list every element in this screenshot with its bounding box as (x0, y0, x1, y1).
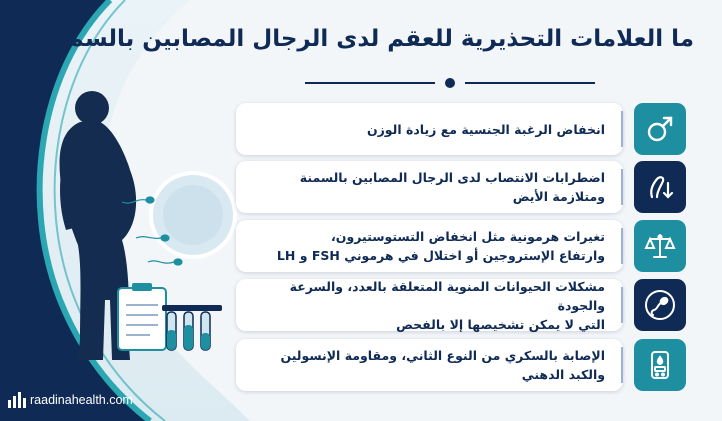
logo-url: raadinahealth.com (30, 393, 133, 407)
brand-logo[interactable] (8, 387, 158, 413)
balance-scale-icon (634, 220, 686, 272)
logo-mark-icon (8, 392, 26, 408)
warning-text: انخفاض الرغبة الجنسية مع زيادة الوزن (366, 121, 605, 137)
page-title: ما العلامات التحذيرية للعقم لدى الرجال المصابين بالسمنة ؟ (24, 26, 694, 52)
warning-text-line-2: وارتفاع الإستروجين أو اختلال في هرموني FSH و LH (276, 248, 605, 263)
illustration-panel (0, 0, 250, 421)
warning-text-line-1: تغيرات هرمونية مثل انخفاض التستوستيرون، (331, 229, 605, 244)
warning-item-5 (236, 339, 696, 391)
warning-item-2 (236, 161, 696, 213)
warning-text: اضطرابات الانتصاب لدى الرجال المصابين بالسمنة ومتلازمة الأيض (299, 170, 605, 204)
warning-card (236, 220, 623, 272)
warning-text: الإصابة بالسكري من النوع الثاني، ومقاومة الإنسولين والكبد الدهني (280, 348, 605, 382)
warning-card (236, 161, 623, 213)
male-symbol-icon (634, 103, 686, 155)
warning-item-3 (236, 220, 696, 272)
warning-text-line-2: التي لا يمكن تشخيصها إلا بالفحص (396, 316, 605, 332)
warning-card (236, 103, 623, 155)
warning-item-1 (236, 103, 696, 155)
warning-text-line-1: مشكلات الحيوانات المنوية المتعلقة بالعدد، والسرعة والجودة (289, 278, 605, 313)
glucometer-icon (634, 339, 686, 391)
sperm-icon (634, 279, 686, 331)
erectile-dysfunction-icon (634, 161, 686, 213)
warning-card (236, 339, 623, 391)
warning-item-4 (236, 279, 696, 331)
title-divider (305, 78, 595, 88)
warning-card (236, 279, 623, 331)
